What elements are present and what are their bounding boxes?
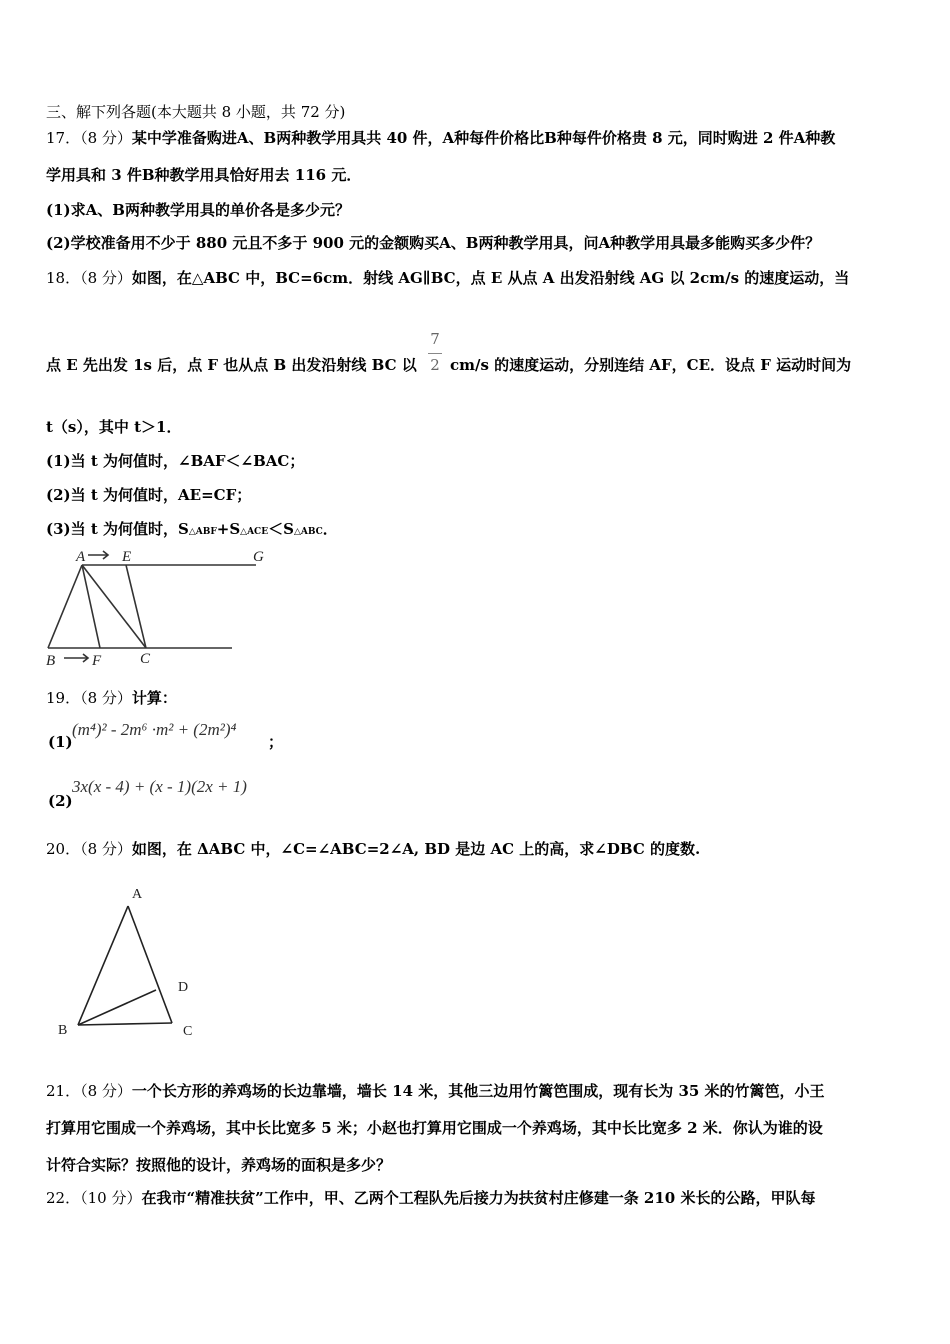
q18-part1: (1)当 t 为何值时，∠BAF＜∠BAC；: [46, 452, 305, 470]
q22-line1: [46, 1188, 815, 1208]
q21-text-1: 一个长方形的养鸡场的长边靠墙，墙长 14 米，其他三边用竹篱笆围成，现有长为 35 米的竹篱笆，小王: [131, 1082, 825, 1100]
q18-sub-ace: △ACE: [240, 527, 269, 537]
q19-number: 19．（8 分）: [46, 689, 132, 707]
q19-part2-expression: 3x(x - 4) + (x - 1)(2x + 1): [72, 777, 247, 796]
q22-text-1: 在我市“精准扶贫”工作中，甲、乙两个工程队先后接力为扶贫村庄修建一条 210 米长的公路，甲队每: [141, 1189, 816, 1207]
label-d: D: [178, 980, 189, 995]
q19-part1-label: (1): [48, 733, 73, 751]
label-c: C: [140, 651, 151, 667]
q18-part3-end: ．: [322, 520, 338, 538]
q18-part3-plus: +S: [216, 520, 241, 538]
q21-line3: 计符合实际？按照他的设计，养鸡场的面积是多少？: [46, 1156, 392, 1174]
q17-text-1: 某中学准备购进A、B两种教学用具共 40 件，A种每件价格比B种每件价格贵 8 元，同时购进 2 件A种教: [131, 129, 836, 147]
label-a: A: [132, 887, 143, 902]
q17-part2: (2)学校准备用不少于 880 元且不多于 900 元的金额购买A、B两种教学用具，问A种教学用具最多能购买多少件？: [46, 234, 821, 252]
q18-part2: (2)当 t 为何值时，AE=CF；: [46, 486, 252, 504]
q21-number: 21．（8 分）: [46, 1082, 132, 1100]
q20-number: 20．（8 分）: [46, 840, 132, 858]
label-c: C: [183, 1024, 193, 1039]
q20-text: 如图，在 ΔABC 中，∠C=∠ABC=2∠A, BD 是边 AC 上的高，求∠DBC 的度数.: [131, 840, 701, 858]
q19-line1: [46, 688, 177, 708]
q18-line3: t（s），其中 t＞1．: [46, 418, 182, 436]
q18-fraction-denominator: 2: [430, 356, 440, 374]
segment-bc: [78, 1023, 172, 1025]
q20-figure: [50, 878, 210, 1043]
q19-part2-label: (2): [48, 792, 73, 810]
q19-part1-expression: (m⁴)² - 2m⁶ ·m² + (2m²)⁴: [72, 720, 237, 739]
q18-line2b: cm/s 的速度运动，分别连结 AF，CE．设点 F 运动时间为: [450, 356, 852, 374]
q20-line1: [46, 839, 700, 859]
section-title: 三、解下列各题(本大题共 8 小题，共 72 分): [46, 103, 346, 121]
q18-part3: [46, 519, 338, 542]
label-a: A: [76, 549, 86, 565]
q18-text-1: 如图，在△ABC 中，BC=6cm．射线 AG∥BC，点 E 从点 A 出发沿射线 AG 以 2cm/s 的速度运动，当: [131, 269, 850, 287]
q21-line2: 打算用它围成一个养鸡场，其中长比宽多 5 米；小赵也打算用它围成一个养鸡场，其中长比宽多 2 米．你认为谁的设: [46, 1119, 823, 1137]
q18-number: 18．（8 分）: [46, 269, 132, 287]
q18-part3-pre: (3)当 t 为何值时，S: [46, 520, 189, 538]
q22-number: 22．（10 分）: [46, 1189, 142, 1207]
q17-line2: 学用具和 3 件B种教学用具恰好用去 116 元．: [46, 166, 362, 184]
q18-sub-abc: △ABC: [293, 527, 323, 537]
q17-number: 17．（8 分）: [46, 129, 132, 147]
q21-line1: [46, 1081, 825, 1101]
label-e: E: [122, 549, 132, 565]
q17-line1: [46, 128, 835, 148]
q18-figure: [40, 543, 280, 673]
q17-part1: (1)求A、B两种教学用具的单价各是多少元？: [46, 201, 350, 219]
q18-fraction-bar: [428, 353, 442, 354]
segment-ab: [78, 906, 128, 1025]
q19-title: 计算：: [131, 689, 177, 707]
label-g: G: [253, 549, 264, 565]
segment-ac: [128, 906, 172, 1023]
q19-part1-end: ；: [268, 733, 284, 751]
q18-line2a: 点 E 先出发 1s 后，点 F 也从点 B 出发沿射线 BC 以: [46, 356, 417, 374]
segment-ab: [48, 565, 82, 648]
q18-line1: [46, 268, 849, 288]
label-f: F: [92, 653, 102, 669]
q18-sub-abf: △ABF: [188, 527, 217, 537]
q18-part3-lt: ＜S: [268, 520, 294, 538]
q18-fraction-numerator: 7: [430, 330, 440, 348]
label-b: B: [58, 1023, 68, 1038]
label-b: B: [46, 653, 56, 669]
